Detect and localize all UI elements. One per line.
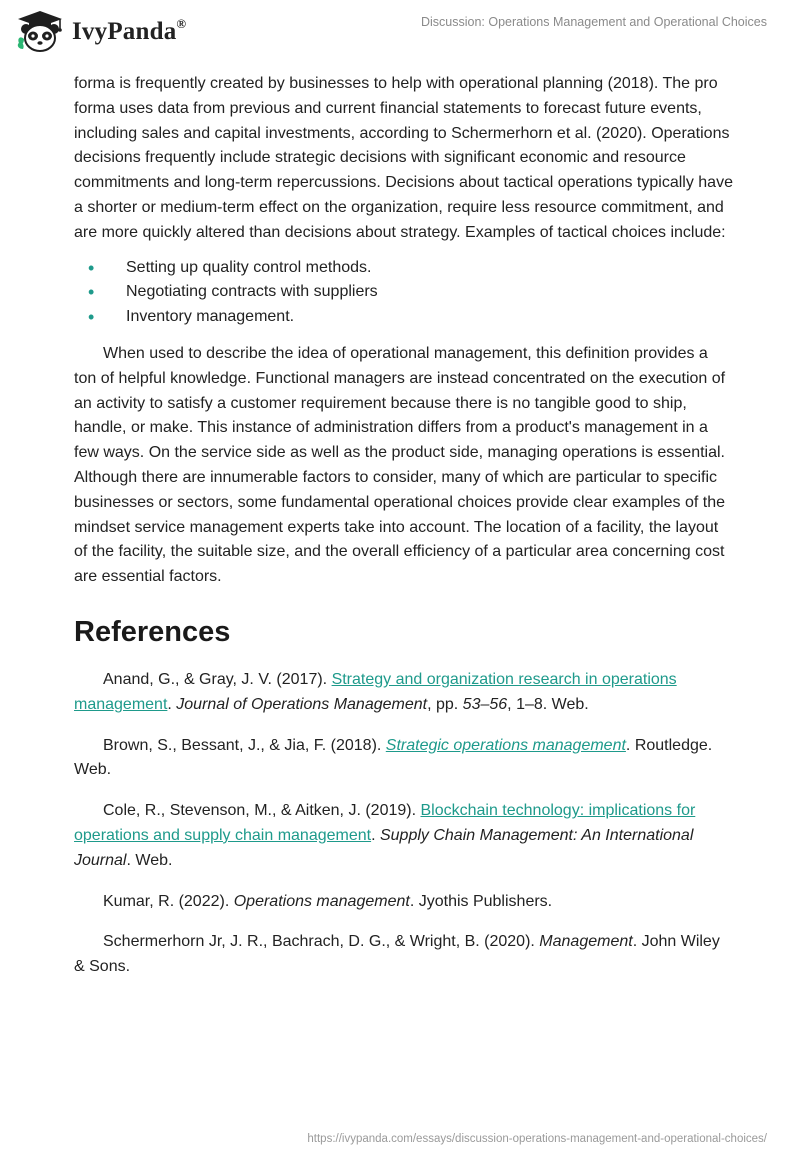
reference-entry: Schermerhorn Jr, J. R., Bachrach, D. G., & Wright, B. (2020). Management. John Wiley & Sons. <box>74 933 720 976</box>
document-title: Discussion: Operations Management and Operational Choices <box>420 15 767 29</box>
reference-link[interactable]: Blockchain technology: implications for operations and supply chain management <box>74 802 696 844</box>
body-paragraph: forma is frequently created by businesses to help with operational planning (2018). The pro forma uses data from previous and current financial statements to forecast future events, including sales and capital investments, according to Schermerhorn et al. (2020). Operations decisions frequently include strategic decisions with significant economic and resource commitments and long-term repercussions. Decisions about tactical operations typically have a shorter or medium-term effect on the organization, require less resource commitment, and are more quickly altered than decisions about strategy. Examples of tactical choices include: <box>74 75 733 241</box>
brand-name: IvyPanda® <box>72 16 187 45</box>
reference-entry: Brown, S., Bessant, J., & Jia, F. (2018). Strategic operations management. Routledge. Web. <box>74 736 713 779</box>
references-heading: References <box>74 615 231 648</box>
panda-mascot-icon <box>14 9 66 55</box>
bullet-icon: • <box>88 307 95 328</box>
reference-link[interactable]: Strategy and organization research in operations management <box>74 670 677 713</box>
reference-entry: Anand, G., & Gray, J. V. (2017). Strategy and organization research in operations management. Journal of Operations Management, pp. 53–56, 1–8. Web. <box>74 670 677 713</box>
reference-entry: Cole, R., Stevenson, M., & Aitken, J. (2019). Blockchain technology: implications for operations and supply chain management. Supply Chain Management: An International Journal. Web. <box>74 802 696 869</box>
page-header <box>0 0 800 64</box>
bullet-icon: • <box>88 282 95 303</box>
reference-link[interactable]: Strategic operations management <box>385 736 626 754</box>
tactical-choices-list <box>74 256 734 330</box>
bullet-icon: • <box>88 257 95 278</box>
list-item: • Setting up quality control methods. <box>74 256 734 281</box>
list-item: • Inventory management. <box>74 305 734 330</box>
ivypanda-logo[interactable] <box>14 8 186 56</box>
body-paragraph: When used to describe the idea of operational management, this definition provides a ton of helpful knowledge. Functional managers are instead concentrated on the execution of an activity to satisfy a customer requirement because there is no tangible good to ship, handle, or make. This instance of administration differs from a product's management in a few ways. On the service side as well as the product side, managing operations is essential. Although there are innumerable factors to consider, many of which are particular to specific businesses or sectors, some fundamental operational choices provide clear examples of the mindset service management experts take into account. The location of a facility, the layout of the facility, the suitable size, and the overall efficiency of a particular area concerning cost are essential factors. <box>74 344 726 586</box>
list-item: • Negotiating contracts with suppliers <box>74 280 734 305</box>
source-url: https://ivypanda.com/essays/discussion-operations-management-and-operational-choices/ <box>307 1133 767 1145</box>
article-body <box>74 72 734 980</box>
reference-entry: Kumar, R. (2022). Operations management. Jyothis Publishers. <box>103 892 553 910</box>
